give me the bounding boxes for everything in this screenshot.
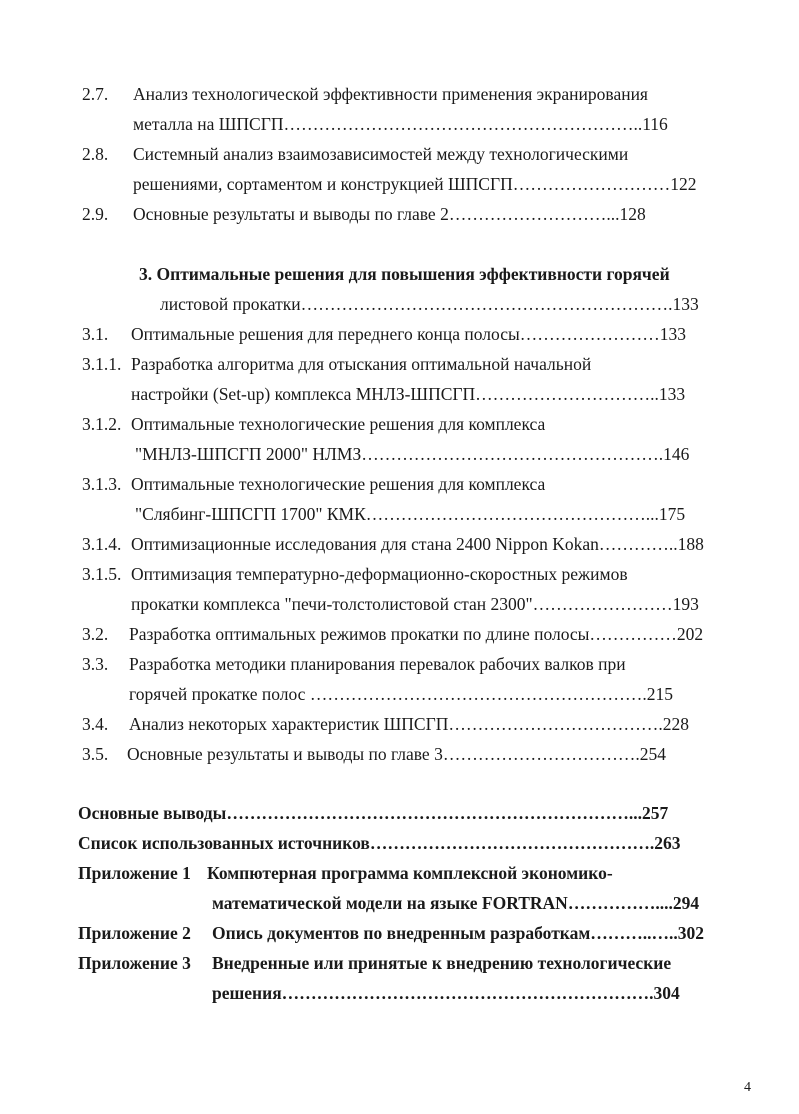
entry-title-continued: решениями, сортаментом и конструкцией ШПСГП………………………122 [133, 174, 697, 194]
section-number: 3.3. [82, 654, 109, 674]
entry-title-continued: горячей прокатке полос ………………………………………………….215 [129, 684, 673, 704]
entry-title: Оптимальные решения для переднего конца полосы……………………133 [131, 324, 686, 344]
chapter-title: 3. Оптимальные решения для повышения эффективности горячей [139, 264, 670, 284]
entry-title-continued: металла на ШПСГП……………………………………………………..116 [133, 114, 668, 134]
section-number: 3.1.2. [82, 414, 122, 434]
entry-title-continued: "Слябинг-ШПСГП 1700" КМК…………………………………………...175 [135, 504, 686, 524]
section-number: 3.1.1. [82, 354, 122, 374]
entry-title: Компютерная программа комплексной экономико- [207, 863, 613, 883]
section-number: 3.1.5. [82, 564, 122, 584]
entry-title: Оптимальные технологические решения для комплекса [131, 474, 546, 494]
entry-title-continued: прокатки комплекса "печи-толстолистовой стан 2300"……………………193 [131, 594, 699, 614]
entry-title: Основные результаты и выводы по главе 2………………………...128 [133, 204, 646, 224]
appendix-label: Приложение 2 [78, 923, 191, 943]
entry-title: Разработка алгоритма для отыскания оптимальной начальной [131, 354, 592, 374]
section-number: 2.9. [82, 204, 109, 224]
entry-title: Анализ технологической эффективности применения экранирования [133, 84, 648, 104]
section-number: 3.1.4. [82, 534, 122, 554]
entry-title-continued: "МНЛЗ-ШПСГП 2000" НЛМЗ…………………………………………….146 [135, 444, 690, 464]
section-number: 2.8. [82, 144, 109, 164]
section-number: 3.4. [82, 714, 109, 734]
entry-title: Внедренные или принятые к внедрению технологические [212, 953, 672, 973]
entry-title: Оптимальные технологические решения для комплекса [131, 414, 546, 434]
entry-title-continued: настройки (Set-up) комплекса МНЛЗ-ШПСГП…………………………..133 [131, 384, 686, 404]
entry-title: Опись документов по внедренным разработкам………..…..302 [212, 923, 705, 943]
entry-title: Оптимизационные исследования для стана 2400 Nippon Kokan…………..188 [131, 534, 704, 554]
section-number: 3.5. [82, 744, 109, 764]
entry-title: Анализ некоторых характеристик ШПСГП……………………………….228 [129, 714, 689, 734]
entry-title: Основные выводы……………………………………………………………...257 [78, 803, 669, 823]
entry-title: Разработка методики планирования перевалок рабочих валков при [129, 654, 626, 674]
section-number: 3.1.3. [82, 474, 122, 494]
entry-title: Системный анализ взаимозависимостей между технологическими [133, 144, 629, 164]
entry-title: Разработка оптимальных режимов прокатки по длине полосы……………202 [129, 624, 704, 644]
section-number: 2.7. [82, 84, 109, 104]
appendix-label: Приложение 1 [78, 863, 191, 883]
appendix-label: Приложение 3 [78, 953, 191, 973]
page-number: 4 [744, 1080, 751, 1095]
section-number: 3.1. [82, 324, 109, 344]
chapter-title-continued: листовой прокатки……………………………………………………….133 [160, 294, 699, 314]
entry-title-continued: математической модели на языке FORTRAN……………....294 [212, 893, 700, 913]
section-number: 3.2. [82, 624, 109, 644]
entry-title-continued: решения……………………………………………………….304 [212, 983, 680, 1003]
entry-title: Основные результаты и выводы по главе 3…………………………….254 [127, 744, 666, 764]
entry-title: Оптимизация температурно-деформационно-скоростных режимов [131, 564, 628, 584]
entry-title: Список использованных источников………………………………………….263 [78, 833, 681, 853]
